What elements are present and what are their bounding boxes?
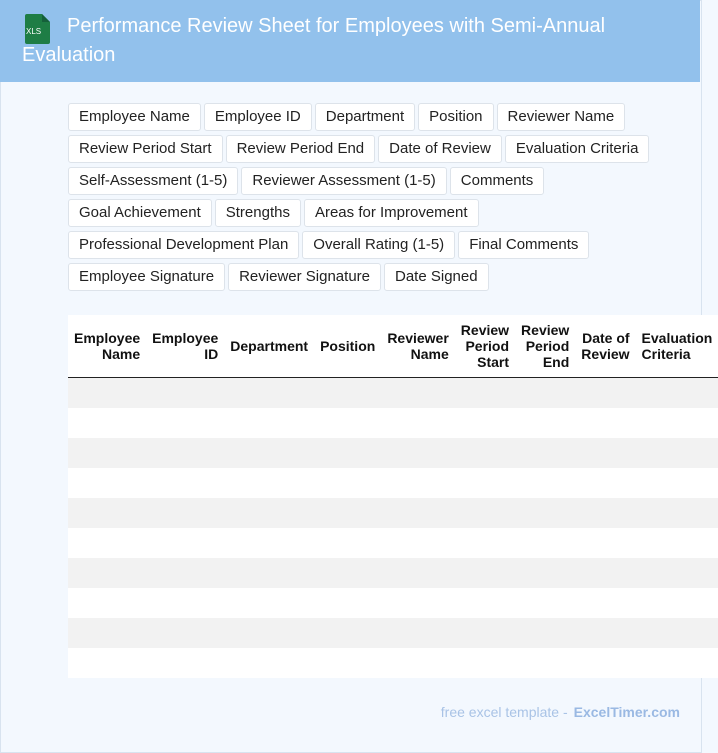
column-header: Review Period Start [455, 315, 515, 378]
field-tag[interactable]: Reviewer Assessment (1-5) [241, 167, 446, 195]
table-cell[interactable] [314, 528, 381, 558]
table-cell[interactable] [224, 588, 314, 618]
column-header: Review Period End [515, 315, 575, 378]
table-row [68, 618, 718, 648]
table-cell[interactable] [455, 408, 515, 438]
table-cell[interactable] [636, 468, 718, 498]
table-cell[interactable] [636, 438, 718, 468]
column-header: Employee ID [146, 315, 224, 378]
footer-brand-link[interactable]: ExcelTimer.com [573, 704, 680, 720]
table-cell[interactable] [146, 498, 224, 528]
table-cell[interactable] [455, 558, 515, 588]
field-tag[interactable]: Employee ID [204, 103, 312, 131]
table-cell[interactable] [68, 498, 146, 528]
table-cell[interactable] [146, 438, 224, 468]
table-row [68, 438, 718, 468]
table-cell[interactable] [455, 438, 515, 468]
table-cell[interactable] [515, 528, 575, 558]
table-cell[interactable] [314, 618, 381, 648]
field-tag[interactable]: Goal Achievement [68, 199, 212, 227]
footer-text: free excel template - [440, 704, 568, 720]
table-cell[interactable] [455, 588, 515, 618]
table-cell[interactable] [314, 588, 381, 618]
table-cell[interactable] [314, 408, 381, 438]
table-cell[interactable] [224, 558, 314, 588]
table-cell[interactable] [146, 558, 224, 588]
table-cell[interactable] [381, 558, 454, 588]
field-tag[interactable]: Employee Signature [68, 263, 225, 291]
field-tag[interactable]: Final Comments [458, 231, 589, 259]
data-table-container [68, 315, 713, 678]
column-header: Evaluation Criteria [636, 315, 718, 378]
table-cell[interactable] [515, 558, 575, 588]
table-cell[interactable] [68, 588, 146, 618]
column-header: Employee Name [68, 315, 146, 378]
table-cell[interactable] [636, 528, 718, 558]
field-tag[interactable]: Employee Name [68, 103, 201, 131]
table-cell[interactable] [575, 498, 635, 528]
table-cell[interactable] [224, 648, 314, 678]
table-cell[interactable] [146, 528, 224, 558]
table-header-row [68, 315, 718, 378]
table-row [68, 408, 718, 438]
table-cell[interactable] [515, 588, 575, 618]
table-row [68, 498, 718, 528]
table-row [68, 558, 718, 588]
page-title: Performance Review Sheet for Employees with Semi-Annual Evaluation [22, 15, 606, 66]
table-row [68, 648, 718, 678]
field-tag[interactable]: Date of Review [378, 135, 502, 163]
field-tag-list [68, 103, 690, 291]
table-cell[interactable] [314, 558, 381, 588]
table-cell[interactable] [68, 618, 146, 648]
table-cell[interactable] [314, 498, 381, 528]
table-cell[interactable] [455, 378, 515, 409]
table-cell[interactable] [314, 468, 381, 498]
table-cell[interactable] [68, 438, 146, 468]
table-cell[interactable] [314, 648, 381, 678]
table-cell[interactable] [455, 528, 515, 558]
table-cell[interactable] [515, 378, 575, 409]
table-cell[interactable] [146, 408, 224, 438]
field-tag[interactable]: Self-Assessment (1-5) [68, 167, 238, 195]
table-row [68, 588, 718, 618]
table-cell[interactable] [68, 468, 146, 498]
table-cell[interactable] [575, 408, 635, 438]
table-cell[interactable] [636, 588, 718, 618]
table-cell[interactable] [314, 438, 381, 468]
table-cell[interactable] [575, 588, 635, 618]
field-tag[interactable]: Review Period End [226, 135, 376, 163]
table-cell[interactable] [381, 588, 454, 618]
table-cell[interactable] [515, 498, 575, 528]
field-tag[interactable]: Overall Rating (1-5) [302, 231, 455, 259]
field-tag[interactable]: Reviewer Name [497, 103, 626, 131]
field-tag[interactable]: Areas for Improvement [304, 199, 479, 227]
field-tag[interactable]: Reviewer Signature [228, 263, 381, 291]
field-tag[interactable]: Comments [450, 167, 545, 195]
table-cell[interactable] [381, 498, 454, 528]
table-cell[interactable] [575, 528, 635, 558]
header-banner [0, 0, 700, 82]
table-cell[interactable] [146, 648, 224, 678]
table-cell[interactable] [636, 618, 718, 648]
table-cell[interactable] [381, 618, 454, 648]
table-cell[interactable] [68, 648, 146, 678]
table-cell[interactable] [224, 618, 314, 648]
table-cell[interactable] [575, 378, 635, 409]
table-cell[interactable] [515, 468, 575, 498]
column-header: Reviewer Name [381, 315, 454, 378]
table-row [68, 378, 718, 409]
table-cell[interactable] [224, 468, 314, 498]
table-cell[interactable] [515, 618, 575, 648]
table-cell[interactable] [636, 408, 718, 438]
table-cell[interactable] [575, 438, 635, 468]
field-tag[interactable]: Department [315, 103, 415, 131]
table-cell[interactable] [515, 408, 575, 438]
table-cell[interactable] [68, 408, 146, 438]
field-tag[interactable]: Evaluation Criteria [505, 135, 650, 163]
table-cell[interactable] [455, 648, 515, 678]
field-tag[interactable]: Professional Development Plan [68, 231, 299, 259]
table-cell[interactable] [575, 558, 635, 588]
field-tag[interactable]: Review Period Start [68, 135, 223, 163]
table-row [68, 528, 718, 558]
data-table [68, 315, 718, 678]
table-cell[interactable] [636, 498, 718, 528]
table-row [68, 468, 718, 498]
table-cell[interactable] [224, 408, 314, 438]
column-header: Department [224, 315, 314, 378]
table-cell[interactable] [381, 378, 454, 409]
table-cell[interactable] [224, 438, 314, 468]
table-cell[interactable] [636, 648, 718, 678]
table-cell[interactable] [146, 588, 224, 618]
field-tag[interactable]: Strengths [215, 199, 301, 227]
table-cell[interactable] [455, 498, 515, 528]
table-cell[interactable] [314, 378, 381, 409]
table-cell[interactable] [515, 648, 575, 678]
table-cell[interactable] [224, 498, 314, 528]
table-cell[interactable] [224, 528, 314, 558]
table-cell[interactable] [455, 618, 515, 648]
table-cell[interactable] [636, 378, 718, 409]
column-header: Date of Review [575, 315, 635, 378]
table-cell[interactable] [381, 468, 454, 498]
table-cell[interactable] [146, 468, 224, 498]
table-cell[interactable] [636, 558, 718, 588]
table-cell[interactable] [146, 618, 224, 648]
table-cell[interactable] [68, 558, 146, 588]
table-cell[interactable] [575, 468, 635, 498]
table-cell[interactable] [381, 528, 454, 558]
table-cell[interactable] [381, 648, 454, 678]
field-tag[interactable]: Position [418, 103, 493, 131]
table-cell[interactable] [575, 618, 635, 648]
footer [441, 704, 680, 720]
table-cell[interactable] [575, 648, 635, 678]
table-cell[interactable] [146, 378, 224, 409]
table-cell[interactable] [381, 438, 454, 468]
table-cell[interactable] [381, 408, 454, 438]
xls-icon-label: XLS [26, 27, 42, 36]
table-cell[interactable] [68, 378, 146, 409]
table-cell[interactable] [515, 438, 575, 468]
table-cell[interactable] [224, 378, 314, 409]
field-tag[interactable]: Date Signed [384, 263, 489, 291]
table-cell[interactable] [455, 468, 515, 498]
column-header: Position [314, 315, 381, 378]
table-cell[interactable] [68, 528, 146, 558]
